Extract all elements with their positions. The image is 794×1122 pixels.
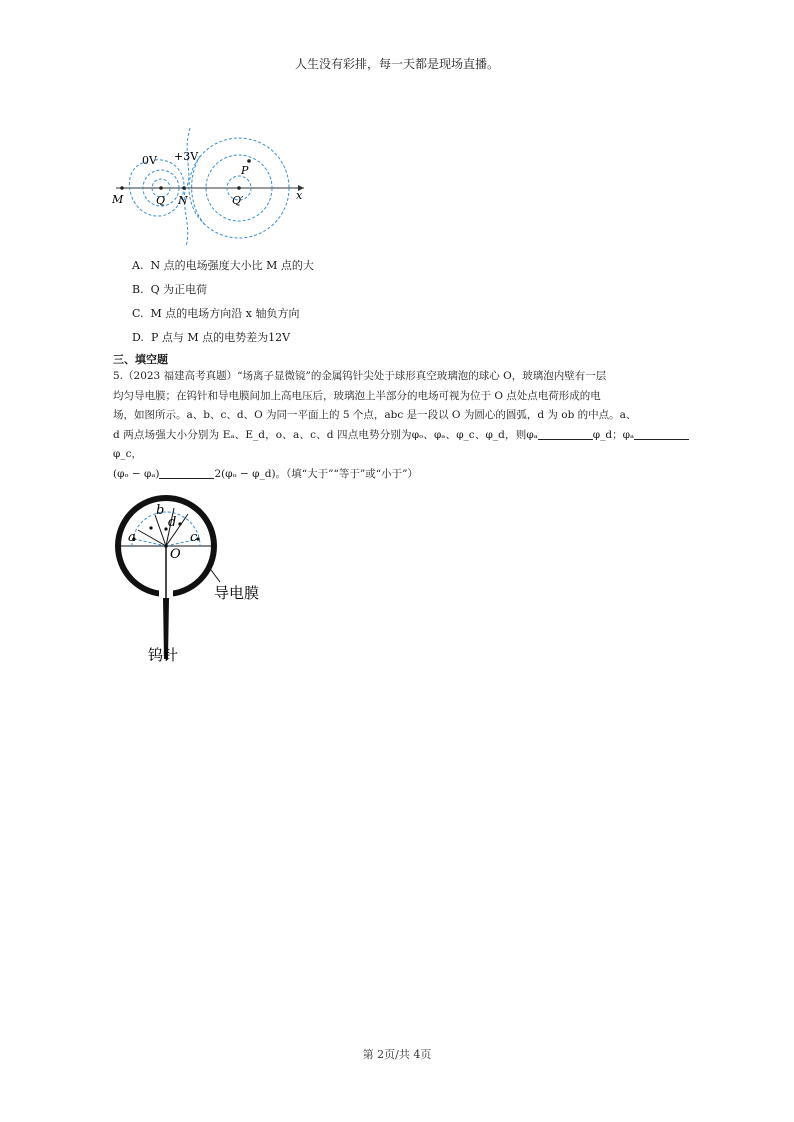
answer-blank-3[interactable] <box>159 466 214 479</box>
label-n: N <box>178 194 188 207</box>
glass-bulb-figure <box>108 494 268 674</box>
question-line: 均匀导电膜；在钨针和导电膜间加上高电压后，玻璃泡上半部分的电场可视为位于 O 点处点电荷形成的电 <box>113 389 601 402</box>
question-line: (φₒ − φₐ) 2(φₒ − φ_d)。（填“大于”“等于”或“小于”） <box>113 467 418 480</box>
option-d[interactable]: D. P 点与 M 点的电势差为12V <box>132 331 291 344</box>
label-a: a <box>128 530 136 545</box>
question-5 <box>113 367 689 484</box>
option-list <box>132 254 314 350</box>
option-c[interactable]: C. M 点的电场方向沿 x 轴负方向 <box>132 307 300 320</box>
label-film: 导电膜 <box>214 584 260 602</box>
label-qprime: Q′ <box>232 194 244 207</box>
page-header: 人生没有彩排，每一天都是现场直播。 <box>294 57 499 71</box>
label-q: Q <box>156 194 166 207</box>
equipotential-figure <box>108 126 308 248</box>
label-p: P <box>241 164 249 177</box>
label-3v: +3V <box>174 150 199 163</box>
label-needle: 钨针 <box>148 646 179 664</box>
page-footer: 第 2页/共 4页 <box>362 1048 432 1061</box>
label-o: O <box>170 547 181 562</box>
question-line: 5.（2023 福建高考真题）“场离子显微镜”的金属钨针尖处于球形真空玻璃泡的球心 O，玻璃泡内壁有一层 <box>113 370 607 382</box>
answer-blank-1[interactable] <box>538 427 593 440</box>
label-c: c <box>190 530 198 545</box>
label-0v: 0V <box>142 154 157 167</box>
question-line: 场，如图所示。a、b、c、d、O 为同一平面上的 5 个点，abc 是一段以 O 为圆心的圆弧，d 为 ob 的中点。a、 <box>113 409 637 421</box>
label-b: b <box>156 503 165 518</box>
label-x: x <box>296 189 303 202</box>
label-d: d <box>168 515 177 530</box>
option-b[interactable]: B. Q 为正电荷 <box>132 283 208 296</box>
question-line: d 两点场强大小分别为 Eₐ、E_d，o、a、c、d 四点电势分别为φₒ、φₐ、φ_c、φ_d，则φₐ φ_d；φₐφ_c， <box>113 426 689 465</box>
section-title: 三、填空题 <box>113 353 168 366</box>
label-m: M <box>112 193 124 206</box>
option-a[interactable]: A. N 点的电场强度大小比 M 点的大 <box>132 259 314 272</box>
answer-blank-2[interactable] <box>634 427 689 440</box>
